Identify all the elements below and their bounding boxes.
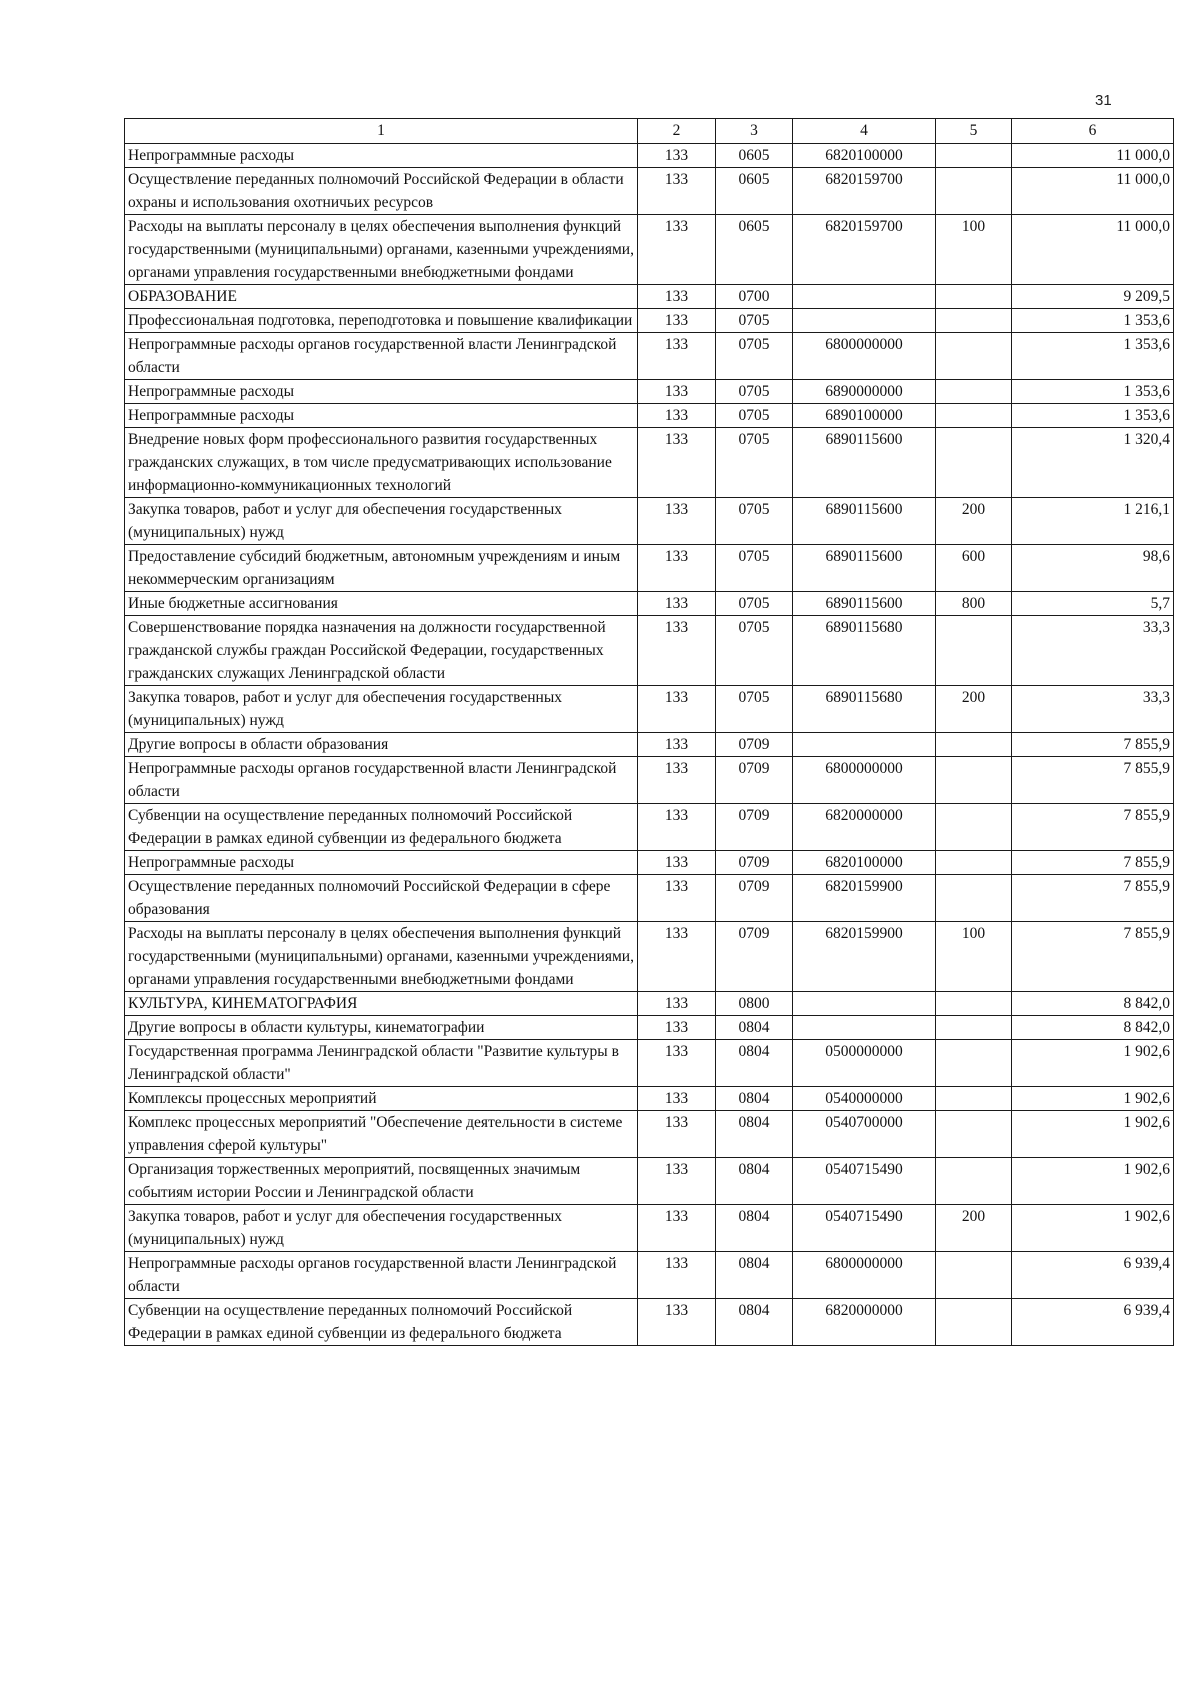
row-col2-cell: 133 [638,545,716,592]
table-row [125,498,1174,545]
row-amount-cell: 33,3 [1012,616,1174,686]
row-col5-cell [936,1158,1012,1205]
row-name-cell: Непрограммные расходы органов государственной власти Ленинградской области [125,757,638,804]
table-row [125,309,1174,333]
row-col5-cell [936,309,1012,333]
row-col2-cell: 133 [638,1111,716,1158]
row-col2-cell: 133 [638,1016,716,1040]
table-row [125,285,1174,309]
row-col5-cell [936,804,1012,851]
row-col3-cell: 0804 [716,1299,793,1346]
row-col2-cell: 133 [638,1158,716,1205]
column-header: 3 [716,119,793,144]
row-col3-cell: 0804 [716,1111,793,1158]
row-name-cell: Субвенции на осуществление переданных полномочий Российской Федерации в рамках единой субвенции из федерального бюджета [125,1299,638,1346]
row-col3-cell: 0705 [716,686,793,733]
row-name-cell: Комплекс процессных мероприятий "Обеспечение деятельности в системе управления сферой культуры" [125,1111,638,1158]
row-col4-cell: 6800000000 [793,757,936,804]
row-amount-cell: 1 902,6 [1012,1158,1174,1205]
row-col5-cell [936,1111,1012,1158]
row-name-cell: Расходы на выплаты персоналу в целях обеспечения выполнения функций государственными (муниципальными) органами, казенными учреждениями, органами управления государственными внебюджетными фондами [125,215,638,285]
row-col3-cell: 0705 [716,428,793,498]
row-col3-cell: 0709 [716,733,793,757]
row-name-cell: ОБРАЗОВАНИЕ [125,285,638,309]
table-row [125,144,1174,168]
row-col3-cell: 0709 [716,875,793,922]
table-row [125,1205,1174,1252]
row-col5-cell: 200 [936,686,1012,733]
row-col2-cell: 133 [638,144,716,168]
row-amount-cell: 7 855,9 [1012,922,1174,992]
row-col5-cell [936,333,1012,380]
table-row [125,757,1174,804]
row-col2-cell: 133 [638,498,716,545]
row-amount-cell: 98,6 [1012,545,1174,592]
row-amount-cell: 1 902,6 [1012,1111,1174,1158]
row-name-cell: Государственная программа Ленинградской области "Развитие культуры в Ленинградской области" [125,1040,638,1087]
row-amount-cell: 11 000,0 [1012,168,1174,215]
table-row [125,992,1174,1016]
row-col4-cell: 6820000000 [793,804,936,851]
table-row [125,168,1174,215]
table-row [125,851,1174,875]
row-col5-cell [936,992,1012,1016]
row-name-cell: КУЛЬТУРА, КИНЕМАТОГРАФИЯ [125,992,638,1016]
row-col5-cell [936,1252,1012,1299]
row-amount-cell: 5,7 [1012,592,1174,616]
row-amount-cell: 7 855,9 [1012,733,1174,757]
row-col4-cell: 6890115600 [793,498,936,545]
row-col4-cell: 6890115600 [793,545,936,592]
row-name-cell: Осуществление переданных полномочий Российской Федерации в сфере образования [125,875,638,922]
table-row [125,215,1174,285]
row-col5-cell: 600 [936,545,1012,592]
row-col4-cell [793,733,936,757]
row-col5-cell [936,875,1012,922]
row-name-cell: Непрограммные расходы [125,404,638,428]
row-col3-cell: 0804 [716,1016,793,1040]
row-amount-cell: 33,3 [1012,686,1174,733]
row-col5-cell [936,851,1012,875]
table-header-row [125,119,1174,144]
column-header: 1 [125,119,638,144]
row-col3-cell: 0605 [716,215,793,285]
row-col3-cell: 0705 [716,404,793,428]
row-amount-cell: 1 353,6 [1012,333,1174,380]
row-col3-cell: 0804 [716,1087,793,1111]
row-name-cell: Осуществление переданных полномочий Российской Федерации в области охраны и использования охотничьих ресурсов [125,168,638,215]
row-name-cell: Другие вопросы в области культуры, кинематографии [125,1016,638,1040]
row-col5-cell [936,285,1012,309]
row-col2-cell: 133 [638,851,716,875]
row-col5-cell [936,144,1012,168]
row-name-cell: Организация торжественных мероприятий, посвященных значимым событиям истории России и Ленинградской области [125,1158,638,1205]
row-amount-cell: 9 209,5 [1012,285,1174,309]
row-amount-cell: 1 902,6 [1012,1040,1174,1087]
row-col2-cell: 133 [638,1040,716,1087]
row-name-cell: Профессиональная подготовка, переподготовка и повышение квалификации [125,309,638,333]
row-col2-cell: 133 [638,285,716,309]
row-name-cell: Непрограммные расходы [125,380,638,404]
row-col5-cell [936,428,1012,498]
row-col4-cell: 0540700000 [793,1111,936,1158]
column-header: 2 [638,119,716,144]
row-amount-cell: 1 353,6 [1012,404,1174,428]
row-col3-cell: 0709 [716,757,793,804]
row-col3-cell: 0709 [716,851,793,875]
row-col2-cell: 133 [638,733,716,757]
row-amount-cell: 1 902,6 [1012,1087,1174,1111]
table-row [125,428,1174,498]
row-amount-cell: 7 855,9 [1012,851,1174,875]
row-name-cell: Закупка товаров, работ и услуг для обеспечения государственных (муниципальных) нужд [125,686,638,733]
row-col4-cell: 6820100000 [793,144,936,168]
row-amount-cell: 1 216,1 [1012,498,1174,545]
column-header: 5 [936,119,1012,144]
row-col5-cell [936,733,1012,757]
row-col3-cell: 0709 [716,804,793,851]
table-row [125,875,1174,922]
row-col4-cell: 6820159700 [793,215,936,285]
row-col3-cell: 0804 [716,1158,793,1205]
row-col5-cell: 100 [936,922,1012,992]
row-col2-cell: 133 [638,428,716,498]
row-col4-cell: 6890100000 [793,404,936,428]
row-col5-cell [936,1087,1012,1111]
row-col3-cell: 0705 [716,333,793,380]
table-row [125,380,1174,404]
row-col3-cell: 0705 [716,616,793,686]
row-col5-cell [936,757,1012,804]
row-col2-cell: 133 [638,1252,716,1299]
table-row [125,1087,1174,1111]
row-col2-cell: 133 [638,1087,716,1111]
row-name-cell: Непрограммные расходы [125,144,638,168]
row-col2-cell: 133 [638,333,716,380]
row-amount-cell: 1 320,4 [1012,428,1174,498]
row-amount-cell: 8 842,0 [1012,1016,1174,1040]
row-col4-cell [793,309,936,333]
table-row [125,1158,1174,1205]
row-col3-cell: 0800 [716,992,793,1016]
row-col4-cell: 6800000000 [793,333,936,380]
row-col4-cell: 6820000000 [793,1299,936,1346]
row-col5-cell [936,168,1012,215]
row-col2-cell: 133 [638,1299,716,1346]
row-amount-cell: 8 842,0 [1012,992,1174,1016]
row-col4-cell: 6820159900 [793,875,936,922]
row-name-cell: Закупка товаров, работ и услуг для обеспечения государственных (муниципальных) нужд [125,1205,638,1252]
row-col2-cell: 133 [638,922,716,992]
row-col2-cell: 133 [638,1205,716,1252]
row-col3-cell: 0705 [716,545,793,592]
row-col5-cell: 800 [936,592,1012,616]
table-row [125,1016,1174,1040]
row-col2-cell: 133 [638,404,716,428]
row-col3-cell: 0705 [716,592,793,616]
row-name-cell: Непрограммные расходы органов государственной власти Ленинградской области [125,333,638,380]
table-row [125,333,1174,380]
table-row [125,922,1174,992]
row-name-cell: Совершенствование порядка назначения на должности государственной гражданской службы граждан Российской Федерации, государственных гражданских служащих Ленинградской области [125,616,638,686]
table-row [125,686,1174,733]
row-name-cell: Другие вопросы в области образования [125,733,638,757]
row-amount-cell: 6 939,4 [1012,1252,1174,1299]
row-col2-cell: 133 [638,215,716,285]
row-col4-cell: 6890115680 [793,616,936,686]
row-amount-cell: 1 902,6 [1012,1205,1174,1252]
row-name-cell: Непрограммные расходы органов государственной власти Ленинградской области [125,1252,638,1299]
row-col2-cell: 133 [638,380,716,404]
table-row [125,1252,1174,1299]
row-col5-cell [936,616,1012,686]
table-row [125,616,1174,686]
table-row [125,592,1174,616]
row-col3-cell: 0705 [716,309,793,333]
row-col5-cell [936,380,1012,404]
row-col4-cell: 6820100000 [793,851,936,875]
table-row [125,545,1174,592]
row-col3-cell: 0804 [716,1040,793,1087]
row-col2-cell: 133 [638,992,716,1016]
row-col4-cell: 6890115680 [793,686,936,733]
row-name-cell: Закупка товаров, работ и услуг для обеспечения государственных (муниципальных) нужд [125,498,638,545]
row-col5-cell: 100 [936,215,1012,285]
page-number: 31 [1095,92,1112,109]
row-col2-cell: 133 [638,804,716,851]
row-col2-cell: 133 [638,168,716,215]
row-name-cell: Иные бюджетные ассигнования [125,592,638,616]
row-col3-cell: 0705 [716,498,793,545]
row-col4-cell: 0540000000 [793,1087,936,1111]
row-name-cell: Внедрение новых форм профессионального развития государственных гражданских служащих, в том числе предусматривающих использование информационно-коммуникационных технологий [125,428,638,498]
row-col5-cell [936,1040,1012,1087]
row-name-cell: Комплексы процессных мероприятий [125,1087,638,1111]
row-name-cell: Непрограммные расходы [125,851,638,875]
row-col3-cell: 0700 [716,285,793,309]
row-amount-cell: 1 353,6 [1012,380,1174,404]
row-col4-cell [793,285,936,309]
row-col4-cell: 6820159900 [793,922,936,992]
row-name-cell: Расходы на выплаты персоналу в целях обеспечения выполнения функций государственными (муниципальными) органами, казенными учреждениями, органами управления государственными внебюджетными фондами [125,922,638,992]
row-amount-cell: 1 353,6 [1012,309,1174,333]
row-col2-cell: 133 [638,757,716,804]
row-amount-cell: 11 000,0 [1012,215,1174,285]
row-col3-cell: 0709 [716,922,793,992]
row-col2-cell: 133 [638,686,716,733]
row-col4-cell: 0540715490 [793,1205,936,1252]
column-header: 6 [1012,119,1174,144]
row-col4-cell: 6890000000 [793,380,936,404]
row-col5-cell: 200 [936,1205,1012,1252]
row-amount-cell: 7 855,9 [1012,875,1174,922]
row-col3-cell: 0705 [716,380,793,404]
row-col3-cell: 0605 [716,144,793,168]
table-row [125,1111,1174,1158]
row-name-cell: Субвенции на осуществление переданных полномочий Российской Федерации в рамках единой субвенции из федерального бюджета [125,804,638,851]
row-col5-cell [936,1299,1012,1346]
row-col5-cell [936,1016,1012,1040]
row-amount-cell: 11 000,0 [1012,144,1174,168]
row-col3-cell: 0804 [716,1252,793,1299]
row-col2-cell: 133 [638,592,716,616]
row-col4-cell: 6890115600 [793,592,936,616]
column-header: 4 [793,119,936,144]
row-col4-cell [793,992,936,1016]
row-col4-cell: 0500000000 [793,1040,936,1087]
row-amount-cell: 7 855,9 [1012,757,1174,804]
row-col2-cell: 133 [638,309,716,333]
row-name-cell: Предоставление субсидий бюджетным, автономным учреждениям и иным некоммерческим организациям [125,545,638,592]
row-col4-cell [793,1016,936,1040]
row-col4-cell: 6890115600 [793,428,936,498]
row-amount-cell: 6 939,4 [1012,1299,1174,1346]
row-col5-cell [936,404,1012,428]
row-col3-cell: 0804 [716,1205,793,1252]
row-col5-cell: 200 [936,498,1012,545]
row-col2-cell: 133 [638,875,716,922]
table-row [125,1299,1174,1346]
row-col3-cell: 0605 [716,168,793,215]
table-row [125,404,1174,428]
row-col4-cell: 6820159700 [793,168,936,215]
row-col4-cell: 6800000000 [793,1252,936,1299]
table-row [125,1040,1174,1087]
table-row [125,733,1174,757]
row-col2-cell: 133 [638,616,716,686]
budget-table [124,118,1174,1346]
table-row [125,804,1174,851]
row-amount-cell: 7 855,9 [1012,804,1174,851]
row-col4-cell: 0540715490 [793,1158,936,1205]
